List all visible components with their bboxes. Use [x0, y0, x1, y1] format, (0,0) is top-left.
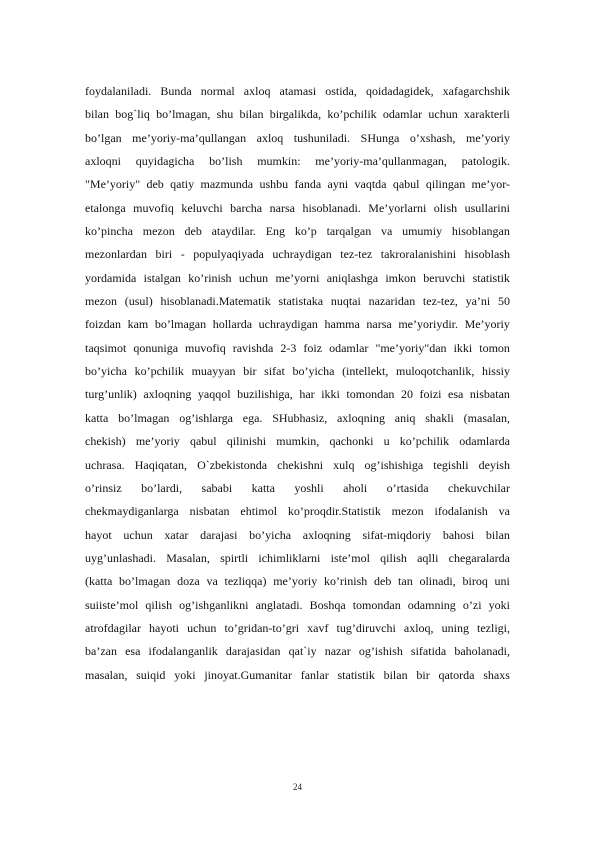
text-line: masalan, suiqid yoki jinoyat.Gumanitar fanlar statistik bilan bir qatorda shaxs — [85, 667, 510, 682]
text-line: bilan bog`liq bo’lmagan, shu bilan birgalikda, ko’pchilik odamlar uchun xarakterli — [85, 107, 510, 122]
text-line: mezonlardan biri - populyaqiyada uchraydigan tez-tez takroralanishini hisoblash — [85, 247, 510, 262]
text-line: hayot uchun xatar darajasi bo’yicha axloqning sifat-miqdoriy bahosi bilan — [85, 527, 510, 542]
text-line: chekmaydiganlarga nisbatan ehtimol ko’proqdir.Statistik mezon ifodalanish va — [85, 504, 510, 519]
text-line: foydalaniladi. Bunda normal axloq atamasi ostida, qoidadagidek, xafagarchshik — [85, 84, 510, 98]
body-text — [85, 80, 510, 687]
text-line: yordamida istalgan ko’rinish uchun me’yorni aniqlashga imkon beruvchi statistik — [85, 270, 510, 285]
text-line: uchrasa. Haqiqatan, O`zbekistonda chekishni xulq og’ishishiga tegishli deyish — [85, 457, 510, 472]
text-line: mezon (usul) hisoblanadi.Matematik statistaka nuqtai nazaridan tez-tez, ya’ni 50 — [85, 294, 510, 309]
text-line: turg’unlik) axloqning yaqqol buzilishiga, har ikki tomondan 20 foizi esa nisbatan — [85, 387, 510, 402]
text-line: etalonga muvofiq keluvchi barcha narsa hisoblanadi. Me’yorlarni olish usullarini — [85, 200, 510, 215]
text-line: chekish) me’yoriy qabul qilinishi mumkin, qachonki u ko’pchilik odamlarda — [85, 434, 510, 449]
text-line: atrofdagilar hayoti uchun to’gridan-to’gri xavf tug’diruvchi axloq, uning tezligi, — [85, 620, 510, 635]
text-line: bo’lgan me’yoriy-ma’qullangan axloq tushuniladi. SHunga o’xshash, me’yoriy — [85, 130, 510, 145]
text-line: taqsimot qonuniga muvofiq ravishda 2-3 foiz odamlar "me’yoriy"dan ikki tomon — [85, 340, 510, 355]
page-number: 24 — [293, 782, 302, 792]
text-line: katta bo’lmagan og’ishlarga ega. SHubhasiz, axloqning aniq shakli (masalan, — [85, 410, 510, 425]
text-line: bo’yicha ko’pchilik muayyan bir sifat bo’yicha (intellekt, muloqotchanlik, hissiy — [85, 364, 510, 379]
text-line: o’rinsiz bo’lardi, sababi katta yoshli aholi o’rtasida chekuvchilar — [85, 480, 510, 495]
text-line: uyg’unlashadi. Masalan, spirtli ichimliklarni iste’mol qilish aqlli chegaralarda — [85, 550, 510, 565]
text-line: suiiste’mol qilish og’ishganlikni anglatadi. Boshqa tomondan odamning o’zi yoki — [85, 597, 510, 612]
text-line: foizdan kam bo’lmagan hollarda uchraydigan hamma narsa me’yoriydir. Me’yoriy — [85, 317, 510, 332]
text-line: (katta bo’lmagan doza va tezliqqa) me’yoriy ko’rinish deb tan olinadi, biroq uni — [85, 574, 510, 589]
text-line: axloqni quyidagicha bo’lish mumkin: me’yoriy-ma’qullanmagan, patologik. — [85, 154, 510, 169]
text-line: "Me’yoriy" deb qatiy mazmunda ushbu fanda ayni vaqtda qabul qilingan me’yor- — [85, 177, 510, 192]
text-line: ba’zan esa ifodalanganlik darajasidan qat`iy nazar og’ishish sifatida baholanadi, — [85, 644, 510, 659]
text-line: ko’pincha mezon deb ataydilar. Eng ko’p tarqalgan va umumiy hisoblangan — [85, 224, 510, 239]
